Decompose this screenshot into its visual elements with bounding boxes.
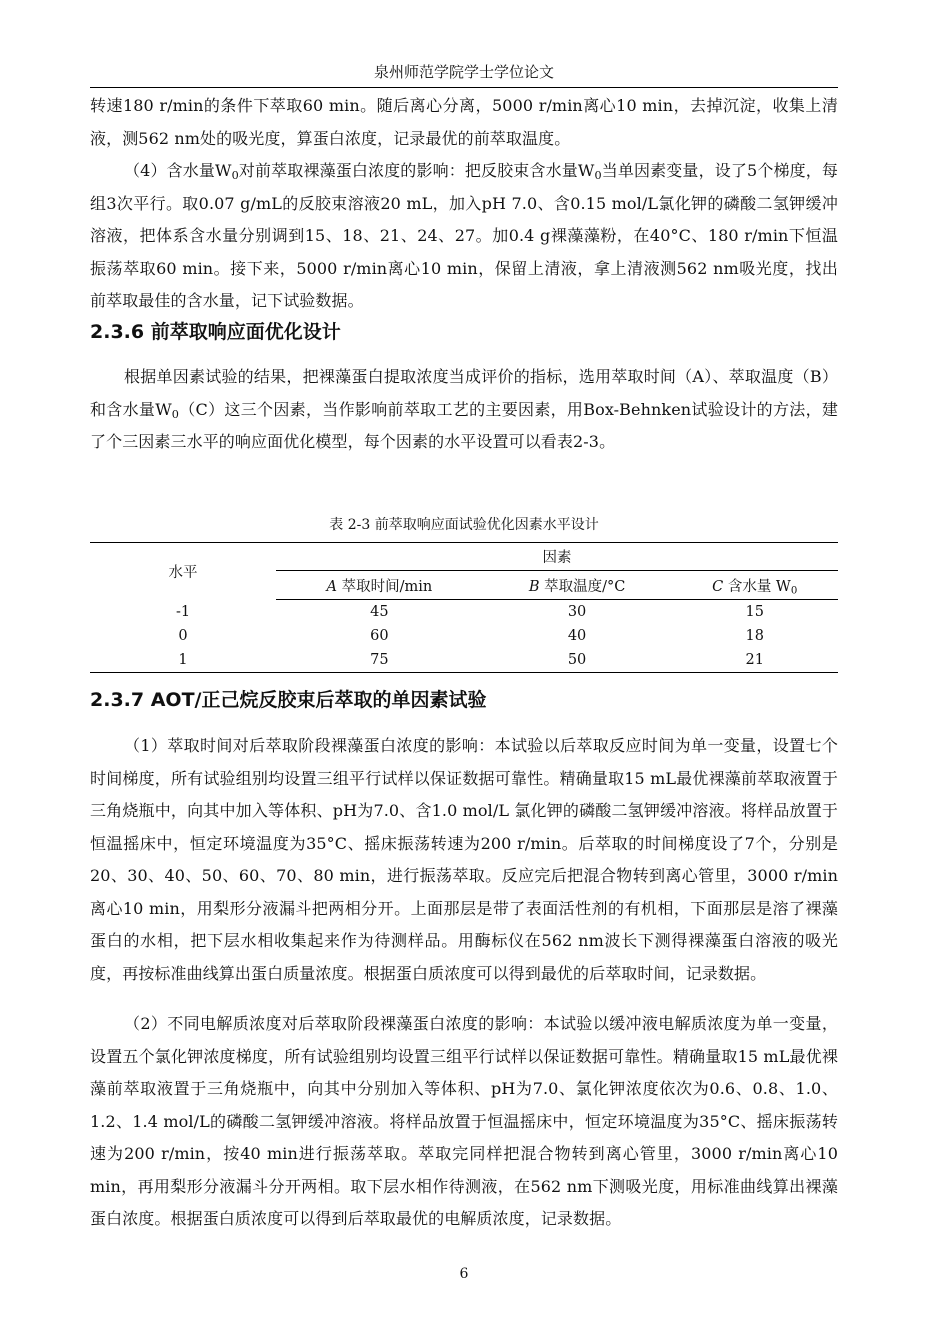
- table-cell: 45: [370, 604, 389, 620]
- subscript: 0: [790, 585, 798, 597]
- table-header-factor-group: 因素: [276, 543, 838, 571]
- text-fragment: 当单因素变量，设了5个梯度，每组3次平行。取0.07 g/mL的反胶束溶液20 mL，加入pH 7.0、含0.15 mol/L氯化钾的磷酸二氢钾缓冲溶液，把体系含水量分别调到15、18、21、24、27。加0.4 g裸藻藻粉，在40°C、180 r/min下恒温振荡萃取60 min。接下来，5000 r/min离心10 min，保留上清液，拿上清液测562 nm吸光度，找出前萃取最佳的含水量，记下试验数据。: [90, 161, 838, 310]
- table-header-factor-b: [483, 571, 672, 600]
- text-fragment: 根据单因素试验的结果，把裸藻蛋白提取浓度当成评价的指标，选用萃取时间（A）、萃取温度（B）和含水量W: [90, 367, 838, 419]
- table-cell-level: 0: [178, 628, 188, 644]
- page-header: 泉州师范学院学士学位论文: [373, 63, 554, 81]
- table-cell: 30: [567, 604, 587, 620]
- paragraph-back-extraction-electrolyte: （2）不同电解质浓度对后萃取阶段裸藻蛋白浓度的影响：本试验以缓冲液电解质浓度为单一变量，设置五个氯化钾浓度梯度，所有试验组别均设置三组平行试样以保证数据可靠性。精确量取15 mL最优裸藻前萃取液置于三角烧瓶中，向其中分别加入等体积、pH为7.0、氯化钾浓度依次为0.6、0.8、1.0、1.2、1.4 mol/L的磷酸二氢钾缓冲溶液。将样品放置于恒温摇床中，恒定环境温度为35°C、摇床振荡转速为200 r/min，按40 min进行振荡萃取。萃取完同样把混合物转到离心管里，3000 r/min离心10 min，再用梨形分液漏斗分开两相。取下层水相作待测液，在562 nm下测吸光度，用标准曲线算出裸藻蛋白浓度。根据蛋白质浓度可以得到后萃取最优的电解质浓度，记录数据。: [90, 1014, 838, 1228]
- table-header-factor-c: [671, 571, 838, 600]
- factor-label: 含水量 W: [723, 578, 791, 595]
- table-cell: 15: [745, 604, 764, 620]
- page-number: 6: [459, 1266, 469, 1282]
- text-fragment: （C）这三个因素，当作影响前萃取工艺的主要因素，用Box-Behnken试验设计的方法，建了个三因素三水平的响应面优化模型，每个因素的水平设置可以看表2-3。: [90, 399, 838, 451]
- table-cell: 75: [276, 648, 483, 673]
- table-caption: 表 2-3 前萃取响应面试验优化因素水平设计: [329, 517, 599, 533]
- text-fragment: （4）含水量W: [124, 161, 232, 180]
- factor-label: 萃取时间/min: [336, 578, 433, 595]
- table-cell-level: 1: [90, 648, 276, 673]
- section-heading-2-3-6: 2.3.6 前萃取响应面优化设计: [90, 321, 341, 343]
- table-cell: 60: [370, 628, 389, 644]
- table-row: [90, 624, 838, 648]
- table-cell: 50: [483, 648, 672, 673]
- subscript: 0: [594, 168, 602, 182]
- table-cell-level: -1: [175, 603, 191, 620]
- table-row: [90, 648, 838, 673]
- table-cell: 40: [567, 628, 587, 644]
- header-rule: [90, 87, 838, 88]
- factor-symbol: B: [528, 578, 540, 595]
- table-header-factor-a: [276, 571, 483, 600]
- factor-symbol: C: [712, 578, 724, 595]
- table-row: [90, 600, 838, 625]
- paragraph-rsm-design: [90, 361, 838, 459]
- table-header-level: 水平: [90, 543, 276, 600]
- table-cell: 21: [671, 648, 838, 673]
- paragraph-continuation: 转速180 r/min的条件下萃取60 min。随后离心分离，5000 r/min离心10 min，去掉沉淀，收集上清液，测562 nm处的吸光度，算蛋白浓度，记录最优的前萃取温度。: [90, 96, 838, 148]
- subscript: 0: [171, 407, 180, 421]
- paragraph-back-extraction-time: （1）萃取时间对后萃取阶段裸藻蛋白浓度的影响：本试验以后萃取反应时间为单一变量，设置七个时间梯度，所有试验组别均设置三组平行试样以保证数据可靠性。精确量取15 mL最优裸藻前萃取液置于三角烧瓶中，向其中加入等体积、pH为7.0、含1.0 mol/L 氯化钾的磷酸二氢钾缓冲溶液。将样品放置于恒温摇床中，恒定环境温度为35°C、摇床振荡转速为200 r/min。后萃取的时间梯度设了7个，分别是20、30、40、50、60、70、80 min，进行振荡萃取。反应完后把混合物转到离心管里，3000 r/min离心10 min，用梨形分液漏斗把两相分开。上面那层是带了表面活性剂的有机相，下面那层是溶了裸藻蛋白的水相，把下层水相收集起来作为待测样品。用酶标仪在562 nm波长下测得裸藻蛋白溶液的吸光度，再按标准曲线算出蛋白质量浓度。根据蛋白质浓度可以得到最优的后萃取时间，记录数据。: [90, 736, 838, 983]
- factor-level-table: [90, 542, 838, 673]
- subscript: 0: [231, 168, 239, 182]
- section-heading-2-3-7: 2.3.7 AOT/正己烷反胶束后萃取的单因素试验: [90, 689, 487, 711]
- factor-symbol: A: [326, 578, 337, 595]
- paragraph-water-content: [90, 155, 838, 318]
- factor-label: 萃取温度/°C: [539, 578, 626, 595]
- text-fragment: 对前萃取裸藻蛋白浓度的影响：把反胶束含水量W: [238, 161, 595, 180]
- table-cell: 18: [745, 628, 764, 644]
